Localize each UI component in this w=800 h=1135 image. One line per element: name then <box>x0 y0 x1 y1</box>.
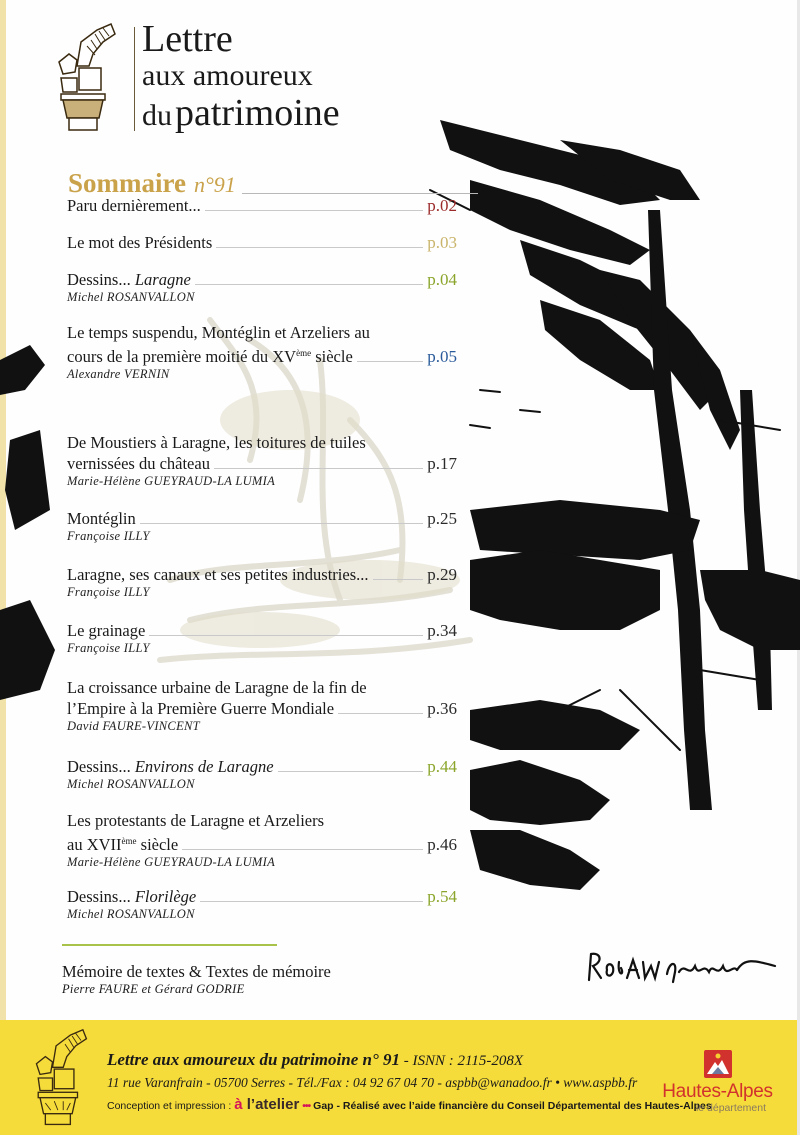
toc-entry[interactable]: Laragne, ses canaux et ses petites industries... p.29 Françoise ILLY <box>67 565 457 599</box>
page-number: p.02 <box>427 196 457 215</box>
toc-entry[interactable]: Paru dernièrement... p.02 <box>67 196 457 215</box>
footer-contact: 11 rue Varanfrain - 05700 Serres - Tél./Fax : 04 92 67 04 70 - aspbb@wanadoo.fr • www.aspbb.fr <box>107 1075 638 1090</box>
column-capital-logo-icon <box>30 1028 100 1128</box>
author: Françoise ILLY <box>67 529 150 543</box>
issue-number: n°91 <box>193 172 236 197</box>
footer-banner <box>0 1020 797 1135</box>
page-number: p.36 <box>427 699 457 718</box>
author: Michel ROSANVALLON <box>67 907 195 921</box>
title-line-2: aux amoureux <box>142 59 313 92</box>
toc-entry[interactable]: Le grainage p.34 Françoise ILLY <box>67 621 457 655</box>
sommaire-label: Sommaire <box>68 168 186 198</box>
artist-signature <box>585 948 785 988</box>
dot-leader <box>216 247 423 248</box>
footer-credits: Conception et impression : à l’atelier ••• Gap - Réalisé avec l’aide financière du Conseil Départemental des Hautes-Alpes <box>107 1096 712 1113</box>
page-number: p.54 <box>427 887 457 906</box>
dot-leader <box>205 210 423 211</box>
page-number: p.44 <box>427 757 457 776</box>
author: David FAURE-VINCENT <box>67 719 200 733</box>
dot-leader <box>182 849 423 850</box>
dot-leader <box>140 523 424 524</box>
memoire-title: Mémoire de textes & Textes de mémoire <box>62 962 331 981</box>
toc-entry[interactable]: De Moustiers à Laragne, les toitures de tuiles vernissées du château p.17 Marie-Hélène GUEYRAUD-LA LUMIA <box>67 433 457 488</box>
dot-leader <box>200 901 423 902</box>
toc-entry[interactable]: Dessins... Florilège p.54 Michel ROSANVALLON <box>67 887 457 921</box>
section-divider <box>62 944 277 946</box>
memoire-section <box>62 962 331 997</box>
column-capital-logo-icon <box>55 22 127 134</box>
issn: - ISNN : 2115-208X <box>400 1053 524 1069</box>
page-number: p.05 <box>427 347 457 366</box>
toc-entry[interactable]: Le mot des Présidents p.03 <box>67 233 457 252</box>
publication-title <box>142 20 340 132</box>
author: Françoise ILLY <box>67 641 150 655</box>
dot-leader <box>195 284 423 285</box>
dot-leader <box>357 361 423 362</box>
hautes-alpes-logo: Hautes-Alpes le département <box>655 1050 780 1114</box>
author: Michel ROSANVALLON <box>67 290 195 304</box>
title-line-1: Lettre <box>142 18 233 60</box>
author: Marie-Hélène GUEYRAUD-LA LUMIA <box>67 474 276 488</box>
toc-entry[interactable]: Dessins... Laragne p.04 Michel ROSANVALLON <box>67 270 457 304</box>
footer-publication-title: Lettre aux amoureux du patrimoine n° 91 - ISNN : 2115-208X <box>107 1050 524 1069</box>
page-number: p.04 <box>427 270 457 289</box>
title-divider <box>134 27 135 131</box>
atelier-logo: à l’atelier <box>234 1096 300 1113</box>
title-line-3: dupatrimoine <box>142 92 340 134</box>
page-number: p.03 <box>427 233 457 252</box>
page-number: p.25 <box>427 509 457 528</box>
memoire-authors: Pierre FAURE et Gérard GODRIE <box>62 982 245 996</box>
page-number: p.17 <box>427 454 457 473</box>
author: Alexandre VERNIN <box>67 367 170 381</box>
page-number: p.34 <box>427 621 457 640</box>
mountain-emblem-icon <box>704 1050 732 1078</box>
toc-entry[interactable]: Montéglin p.25 Françoise ILLY <box>67 509 457 543</box>
dot-leader <box>338 713 423 714</box>
dot-leader <box>214 468 423 469</box>
author: Françoise ILLY <box>67 585 150 599</box>
toc-entry[interactable]: La croissance urbaine de Laragne de la fin de l’Empire à la Première Guerre Mondiale p.36 David FAURE-VINCENT <box>67 678 457 733</box>
toc-entry[interactable]: Le temps suspendu, Montéglin et Arzeliers au cours de la première moitié du XVème siècle p.05 Alexandre VERNIN <box>67 323 457 381</box>
page-number: p.46 <box>427 835 457 854</box>
author: Michel ROSANVALLON <box>67 777 195 791</box>
toc-entry[interactable]: Dessins... Environs de Laragne p.44 Michel ROSANVALLON <box>67 757 457 791</box>
author: Marie-Hélène GUEYRAUD-LA LUMIA <box>67 855 276 869</box>
dot-leader <box>278 771 424 772</box>
heading-rule <box>242 193 478 194</box>
dot-leader <box>373 579 424 580</box>
dot-leader <box>149 635 423 636</box>
page-number: p.29 <box>427 565 457 584</box>
toc-entry[interactable]: Les protestants de Laragne et Arzeliers au XVIIème siècle p.46 Marie-Hélène GUEYRAUD-LA LUMIA <box>67 811 457 869</box>
